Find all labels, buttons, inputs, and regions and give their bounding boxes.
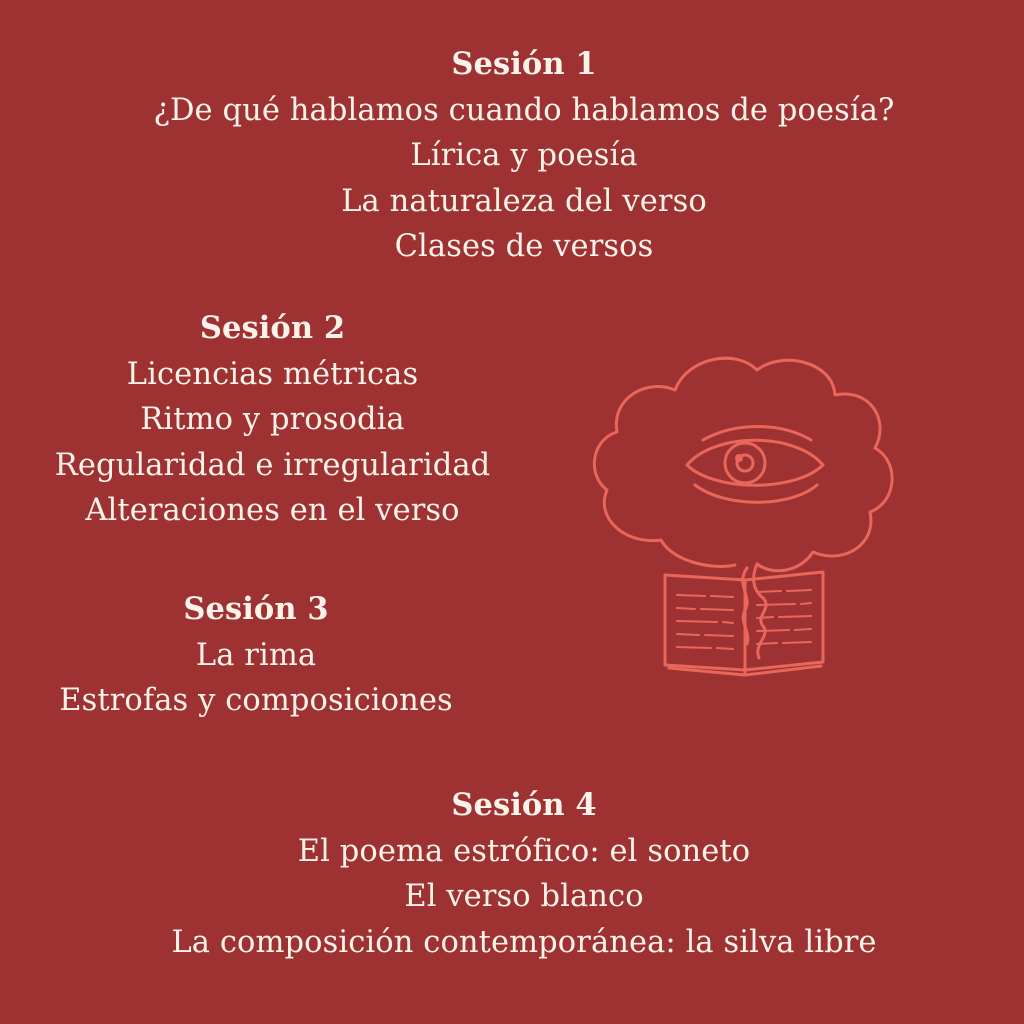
session-4-item-1: El poema estrófico: el soneto — [297, 833, 751, 869]
session-1-item-4: Clases de versos — [394, 229, 654, 264]
cloud-eye-over-open-book-icon — [585, 340, 905, 685]
session-1-item-2: Lírica y poesía — [410, 138, 638, 173]
session-4-title: Sesión 4 — [451, 787, 597, 823]
session-1-title: Sesión 1 — [451, 46, 597, 82]
session-1 — [0, 42, 1024, 270]
session-1-item-1: ¿De qué hablamos cuando hablamos de poesía? — [153, 92, 895, 128]
session-3 — [0, 587, 512, 724]
session-3-item-1: La rima — [195, 637, 317, 673]
session-2-item-2: Ritmo y prosodia — [140, 402, 405, 437]
session-2-item-3: Regularidad e irregularidad — [54, 447, 491, 483]
session-4-item-2: El verso blanco — [404, 879, 644, 914]
session-2-item-4: Alteraciones en el verso — [85, 493, 460, 528]
session-1-item-3: La naturaleza del verso — [341, 183, 707, 219]
session-2-title: Sesión 2 — [199, 310, 346, 346]
session-4-item-3: La composición contemporánea: la silva libre — [171, 924, 877, 960]
session-4 — [0, 783, 1024, 965]
session-2 — [0, 306, 545, 534]
session-3-title: Sesión 3 — [183, 591, 329, 627]
session-2-item-1: Licencias métricas — [126, 356, 419, 392]
session-3-item-2: Estrofas y composiciones — [59, 683, 453, 718]
